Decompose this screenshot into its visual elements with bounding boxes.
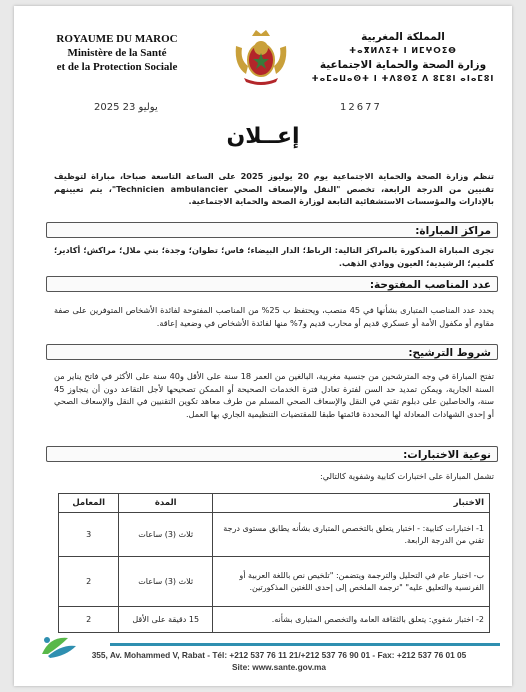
- footer-address: 355, Av. Mohammed V, Rabat - Tél: +212 537 76 11 21/+212 537 76 90 01 - Fax: +212 537 76 01 05: [91, 650, 467, 660]
- header-kingdom: ROYAUME DU MAROC: [56, 33, 178, 45]
- table-row: [59, 557, 490, 607]
- document-page: [14, 6, 512, 686]
- duration-cell: 15 دقيقة على الأقل: [119, 607, 213, 633]
- exams-intro: تشمل المباراة على اختبارات كتابية وشفوية كالتالي:: [319, 471, 494, 481]
- header-ministry-tifinagh: ⵜⴰⵎⴰⵡⴰⵙⵜ ⵏ ⵜⴷⵓⵙⵉ ⴷ ⵓⵎⵓⵏ ⴰⵏⴰⵎⵓⵏ: [311, 74, 495, 83]
- coefficient-cell: 2: [59, 557, 119, 607]
- section-heading-centers: مراكز المباراة:: [46, 222, 498, 238]
- header-french: [32, 32, 202, 74]
- header-kingdom-tifinagh: ⵜⴰⴳⵍⴷⵉⵜ ⵏ ⵍⵎⵖⵔⵉⴱ: [349, 46, 457, 55]
- section-heading-exams: نوعية الاختبارات:: [46, 446, 498, 462]
- section-heading-conditions: شروط الترشيح:: [46, 344, 498, 360]
- document-date: 2025 يوليو 23: [94, 102, 158, 113]
- posts-text: يحدد عدد المناصب المتبارى بشأنها في 45 منصب، ويحتفظ ب 25% من المناصب المفتوحة لفائدة الأشخاص المتوفرين على صفة مقاوم أو مكفول الأمة أو عسكري قديم أو محارب قديم و7% منها لفائدة الأشخاص في وضعية إعاقة.: [54, 305, 494, 328]
- section-heading-posts: عدد المناصب المفتوحة:: [46, 276, 498, 292]
- footer-website[interactable]: Site: www.sante.gov.ma: [231, 662, 327, 672]
- col-header-duration: المدة: [119, 494, 213, 513]
- intro-paragraph: تنظم وزارة الصحة والحماية الاجتماعية يوم 20 يوليوز 2025 على الساعة التاسعة صباحا، مباراة لتوظيف تقنيين من الدرجة الرابعة، تخصص "النقل والإسعاف الصحي Technicien ambulancier"، يتم تعيينهم بالإدارات والمؤسسات الاستشفائية التابعة لوزارة الصحة والحماية الاجتماعية.: [54, 171, 494, 206]
- coefficient-cell: 3: [59, 513, 119, 557]
- exam-cell: 2- اختبار شفوي: يتعلق بالثقافة العامة والتخصص المتبارى بشأنه.: [213, 607, 490, 633]
- coefficient-cell: 2: [59, 607, 119, 633]
- header-kingdom-ar: المملكة المغربية: [361, 31, 445, 43]
- conditions-text: تفتح المباراة في وجه المترشحين من جنسية مغربية، البالغين من العمر 18 سنة على الأقل و40 سنة على الأكثر في فاتح يناير من السنة الجارية، ويمكن تمديد حد السن لفترة تعادل فترة الخدمات الصحيحة أو الممكن تصحيحها لأجل التقاعد دون أن يتجاوز 45 سنة، والحاصلين على دبلوم تقني في النقل والإسعاف الصحي المسلم من طرف معاهد تكوين التقنيين في النقل والإسعاف الصحي أو إحدى الشهادات المعادلة لها المحددة قائمتها طبقا للمقتضيات التنظيمية الجاري بها العمل.: [54, 371, 494, 419]
- centers-text: تجرى المباراة المذكورة بالمراكز التالية: الرباط؛ الدار البيضاء؛ فاس؛ تطوان؛ وجدة؛ بني ملال؛ مراكش؛ أكادير؛ كلميم؛ الرشيدية؛ العيون ووادي الذهب.: [54, 245, 494, 268]
- table-row: [59, 513, 490, 557]
- exams-table: [58, 493, 490, 633]
- moroccan-coat-of-arms-icon: [230, 26, 292, 88]
- header-ministry-cont: et de la Protection Sociale: [56, 61, 178, 73]
- col-header-coefficient: المعامل: [59, 494, 119, 513]
- table-header-row: [59, 494, 490, 513]
- header-ministry: Ministère de la Santé: [67, 47, 167, 59]
- exam-cell: 1- اختبارات كتابية: - اختبار يتعلق بالتخصص المتبارى بشأنه يطابق مستوى درجة تقني من الدرجة الرابعة.: [213, 513, 490, 557]
- footer-divider: [110, 643, 500, 646]
- duration-cell: ثلاث (3) ساعات: [119, 513, 213, 557]
- col-header-exam: الاختبار: [213, 494, 490, 513]
- exam-cell: ب- اختبار عام في التحليل والترجمة ويتضمن: "تلخيص نص باللغة العربية أو الفرنسية والتعليق عليه" "ترجمة الملخص إلى إحدى اللغتين المذكورتين.: [213, 557, 490, 607]
- page-title: إعــلان: [226, 124, 300, 149]
- document-reference-number: 12677: [340, 102, 382, 113]
- header-ministry-ar: وزارة الصحة والحماية الاجتماعية: [319, 59, 487, 71]
- table-row: [59, 607, 490, 633]
- header-arabic: [308, 30, 498, 86]
- duration-cell: ثلاث (3) ساعات: [119, 557, 213, 607]
